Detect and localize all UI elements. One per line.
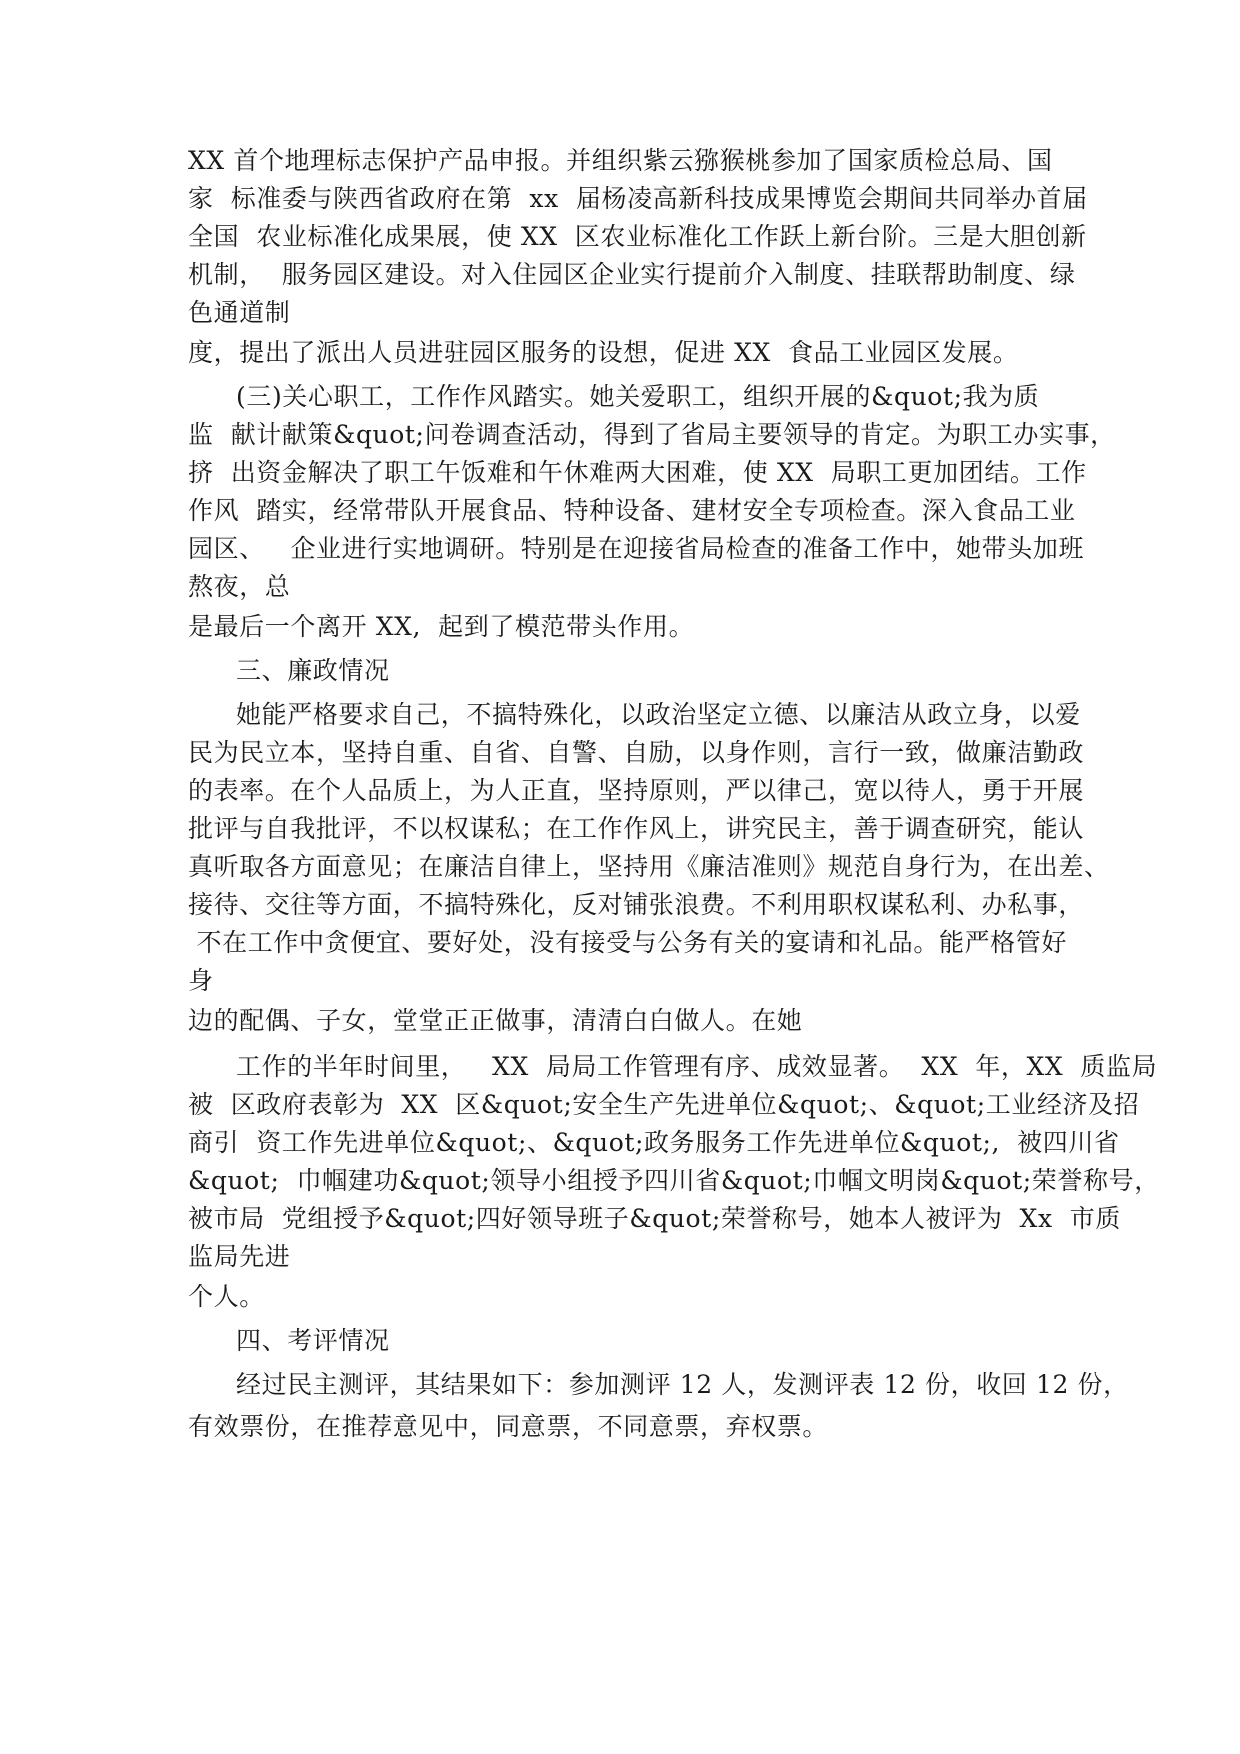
body-text-line: 全国 农业标准化成果展，使 XX 区农业标准化工作跃上新台阶。三是大胆创新 (188, 222, 1087, 251)
body-text-line: 监 献计献策&quot;问卷调查活动，得到了省局主要领导的肯定。为职工办实事， (188, 420, 1116, 449)
body-text-line: 经过民主测评，其结果如下：参加测评 12 人，发测评表 12 份，收回 12 份， (236, 1370, 1129, 1399)
body-text-line: 批评与自我批评，不以权谋私；在工作作风上，讲究民主，善于调查研究，能认 (188, 814, 1085, 843)
body-text-line: 的表率。在个人品质上，为人正直，坚持原则，严以律己，宽以待人，勇于开展 (188, 776, 1085, 805)
body-text-line: XX 首个地理标志保护产品申报。并组织紫云猕猴桃参加了国家质检总局、国 (188, 146, 1053, 175)
body-text-line: 边的配偶、子女，堂堂正正做事，清清白白做人。在她 (188, 1006, 803, 1035)
body-text-line: 工作的半年时间里， XX 局局工作管理有序、成效显著。 XX 年，XX 质监局 (236, 1052, 1158, 1081)
body-text-line: 机制， 服务园区建设。对入住园区企业实行提前介入制度、挂联帮助制度、绿 (188, 260, 1076, 289)
body-text-line: &quot; 巾帼建功&quot;领导小组授予四川省&quot;巾帼文明岗&quot;荣誉称号， (188, 1166, 1160, 1195)
body-text-line: 是最后一个离开 XX, 起到了模范带头作用。 (188, 612, 695, 641)
body-text-line: 色通道制 (188, 298, 291, 327)
body-text-line: 度，提出了派出人员进驻园区服务的设想，促进 XX 食品工业园区发展。 (188, 338, 1019, 367)
body-text-line: 商引 资工作先进单位&quot;、&quot;政务服务工作先进单位&quot;, 被四川省 (188, 1128, 1120, 1157)
body-text-line: 接待、交往等方面，不搞特殊化，反对铺张浪费。不利用职权谋私利、办私事， (188, 890, 1085, 919)
body-text-line: 身 (188, 966, 214, 995)
section-heading-evaluation: 四、考评情况 (236, 1326, 390, 1355)
body-text-line: 被市局 党组授予&quot;四好领导班子&quot;荣誉称号，她本人被评为 Xx 市质 (188, 1204, 1121, 1233)
body-text-line: 个人。 (188, 1282, 265, 1311)
body-text-line: 家 标准委与陕西省政府在第 xx 届杨凌高新科技成果博览会期间共同举办首届 (188, 184, 1088, 213)
body-text-line: 被 区政府表彰为 XX 区&quot;安全生产先进单位&quot;、&quot;工业经济及招 (188, 1090, 1140, 1119)
body-text-line: 作风 踏实，经常带队开展食品、特种设备、建材安全专项检查。深入食品工业 (188, 496, 1076, 525)
body-text-line: 她能严格要求自己，不搞特殊化，以政治坚定立德、以廉洁从政立身，以爱 (236, 700, 1081, 729)
body-text-line: 熬夜，总 (188, 572, 291, 601)
body-text-line: 有效票份，在推荐意见中，同意票，不同意票，弃权票。 (188, 1412, 829, 1441)
body-text-line: 真听取各方面意见；在廉洁自律上，坚持用《廉洁准则》规范自身行为，在出差、 (188, 852, 1110, 881)
body-text-line: 监局先进 (188, 1242, 291, 1271)
body-text-line: 民为民立本，坚持自重、自省、自警、自励，以身作则，言行一致，做廉洁勤政 (188, 738, 1085, 767)
body-text-line: 园区、 企业进行实地调研。特别是在迎接省局检查的准备工作中，她带头加班 (188, 534, 1085, 563)
section-heading-integrity: 三、廉政情况 (236, 656, 390, 685)
body-text-line: 不在工作中贪便宜、要好处，没有接受与公务有关的宴请和礼品。能严格管好 (188, 928, 1067, 957)
body-text-line: 挤 出资金解决了职工午饭难和午休难两大困难，使 XX 局职工更加团结。工作 (188, 458, 1087, 487)
section-heading-subsection-3: (三)关心职工，工作作风踏实。她关爱职工，组织开展的&quot;我为质 (236, 382, 1040, 411)
